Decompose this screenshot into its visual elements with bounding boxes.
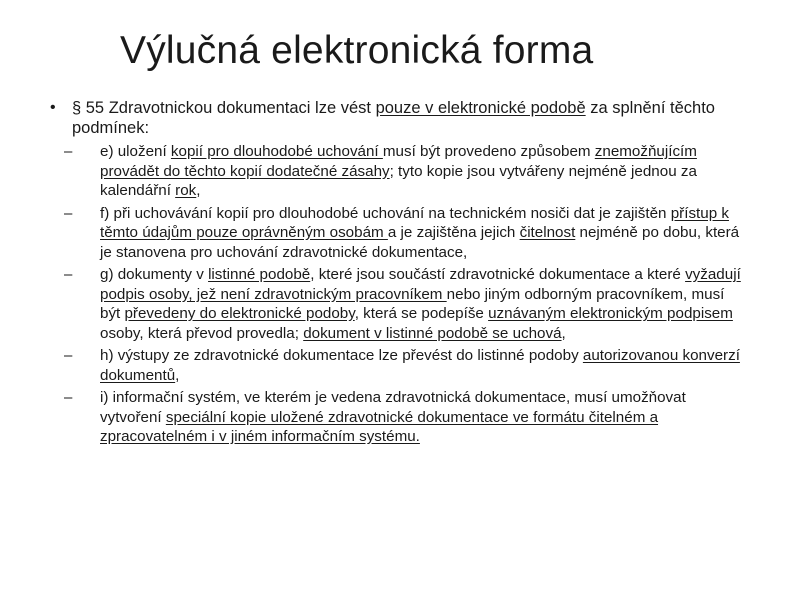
main-bullet-text <box>72 98 762 138</box>
underlined-phrase: převedeny do elektronické podoby <box>124 305 355 322</box>
slide-title: Výlučná elektronická forma <box>120 29 594 72</box>
text-segment: musí být provedeno způsobem <box>382 143 595 160</box>
sub-item-text <box>100 142 744 201</box>
main-bullet <box>50 98 762 138</box>
underlined-phrase: speciální kopie uložené zdravotnické dokumentace ve formátu čitelném a zpracovatelném i v jiném informačním systému. <box>100 408 659 445</box>
bullet-icon: • <box>50 99 56 116</box>
dash-icon: – <box>64 347 73 364</box>
sub-bullet-list <box>64 142 762 447</box>
underlined-phrase: znemožňujícím provádět do těchto kopií dodatečné zásahy <box>100 143 697 180</box>
list-item <box>64 388 762 447</box>
list-item <box>64 265 762 343</box>
underlined-phrase: rok <box>175 182 197 199</box>
sub-item-text <box>100 204 744 263</box>
underlined-phrase: vyžadují podpis osoby, jež není zdravotnickým pracovníkem <box>100 266 741 303</box>
text-segment: , které jsou součástí zdravotnické dokumentace a které <box>310 266 686 283</box>
sub-item-text <box>100 388 744 447</box>
list-item <box>64 142 762 201</box>
sub-item-text <box>100 346 744 385</box>
underlined-phrase: kopií pro dlouhodobé uchování <box>170 143 383 160</box>
underlined-phrase: přístup k těmto údajům pouze oprávněným osobám <box>100 204 729 241</box>
list-item <box>64 204 762 263</box>
text-segment: f) při uchovávání kopií pro dlouhodobé uchování na technickém nosiči dat je zajištěn <box>100 204 671 222</box>
dash-icon: – <box>64 266 73 283</box>
underlined-phrase: dokument v listinné podobě se uchová <box>303 324 562 342</box>
text-segment: g) dokumenty v <box>100 266 209 283</box>
slide-content <box>50 98 762 450</box>
underlined-phrase: autorizovanou konverzí dokumentů <box>100 347 740 384</box>
dash-icon: – <box>64 389 73 406</box>
underlined-phrase: čitelnost <box>519 224 576 241</box>
text-segment: e) uložení <box>100 143 171 160</box>
sub-item-text <box>100 265 744 343</box>
list-item <box>64 346 762 385</box>
text-segment: nebo jiným odborným pracovníkem, musí být <box>100 285 725 322</box>
text-segment: , <box>175 366 180 384</box>
text-segment: ; tyto kopie jsou vytvářeny nejméně jednou za kalendářní <box>100 162 697 199</box>
text-segment: i) informační systém, ve kterém je vedena zdravotnická dokumentace, musí umožňovat vytvoření <box>100 389 686 426</box>
text-segment: , <box>561 324 566 342</box>
text-segment: , <box>196 182 201 199</box>
underlined-phrase: listinné podobě <box>208 266 311 283</box>
text-segment: a je zajištěna jejich <box>387 224 520 241</box>
text-segment: h) výstupy ze zdravotnické dokumentace lze převést do listinné podoby <box>100 347 583 364</box>
underlined-phrase: pouze v elektronické podobě <box>375 99 586 117</box>
text-segment: § 55 Zdravotnickou dokumentaci lze vést <box>72 99 376 117</box>
text-segment: osoby, která převod provedla; <box>100 324 304 342</box>
underlined-phrase: uznávaným elektronickým podpisem <box>488 305 733 322</box>
dash-icon: – <box>64 143 73 160</box>
text-segment: , která se podepíše <box>354 305 489 322</box>
text-segment: nejméně po dobu, která je stanovena pro uchování zdravotnické dokumentace, <box>100 224 740 261</box>
dash-icon: – <box>64 204 73 222</box>
text-segment: za splnění těchto podmínek: <box>72 99 715 137</box>
